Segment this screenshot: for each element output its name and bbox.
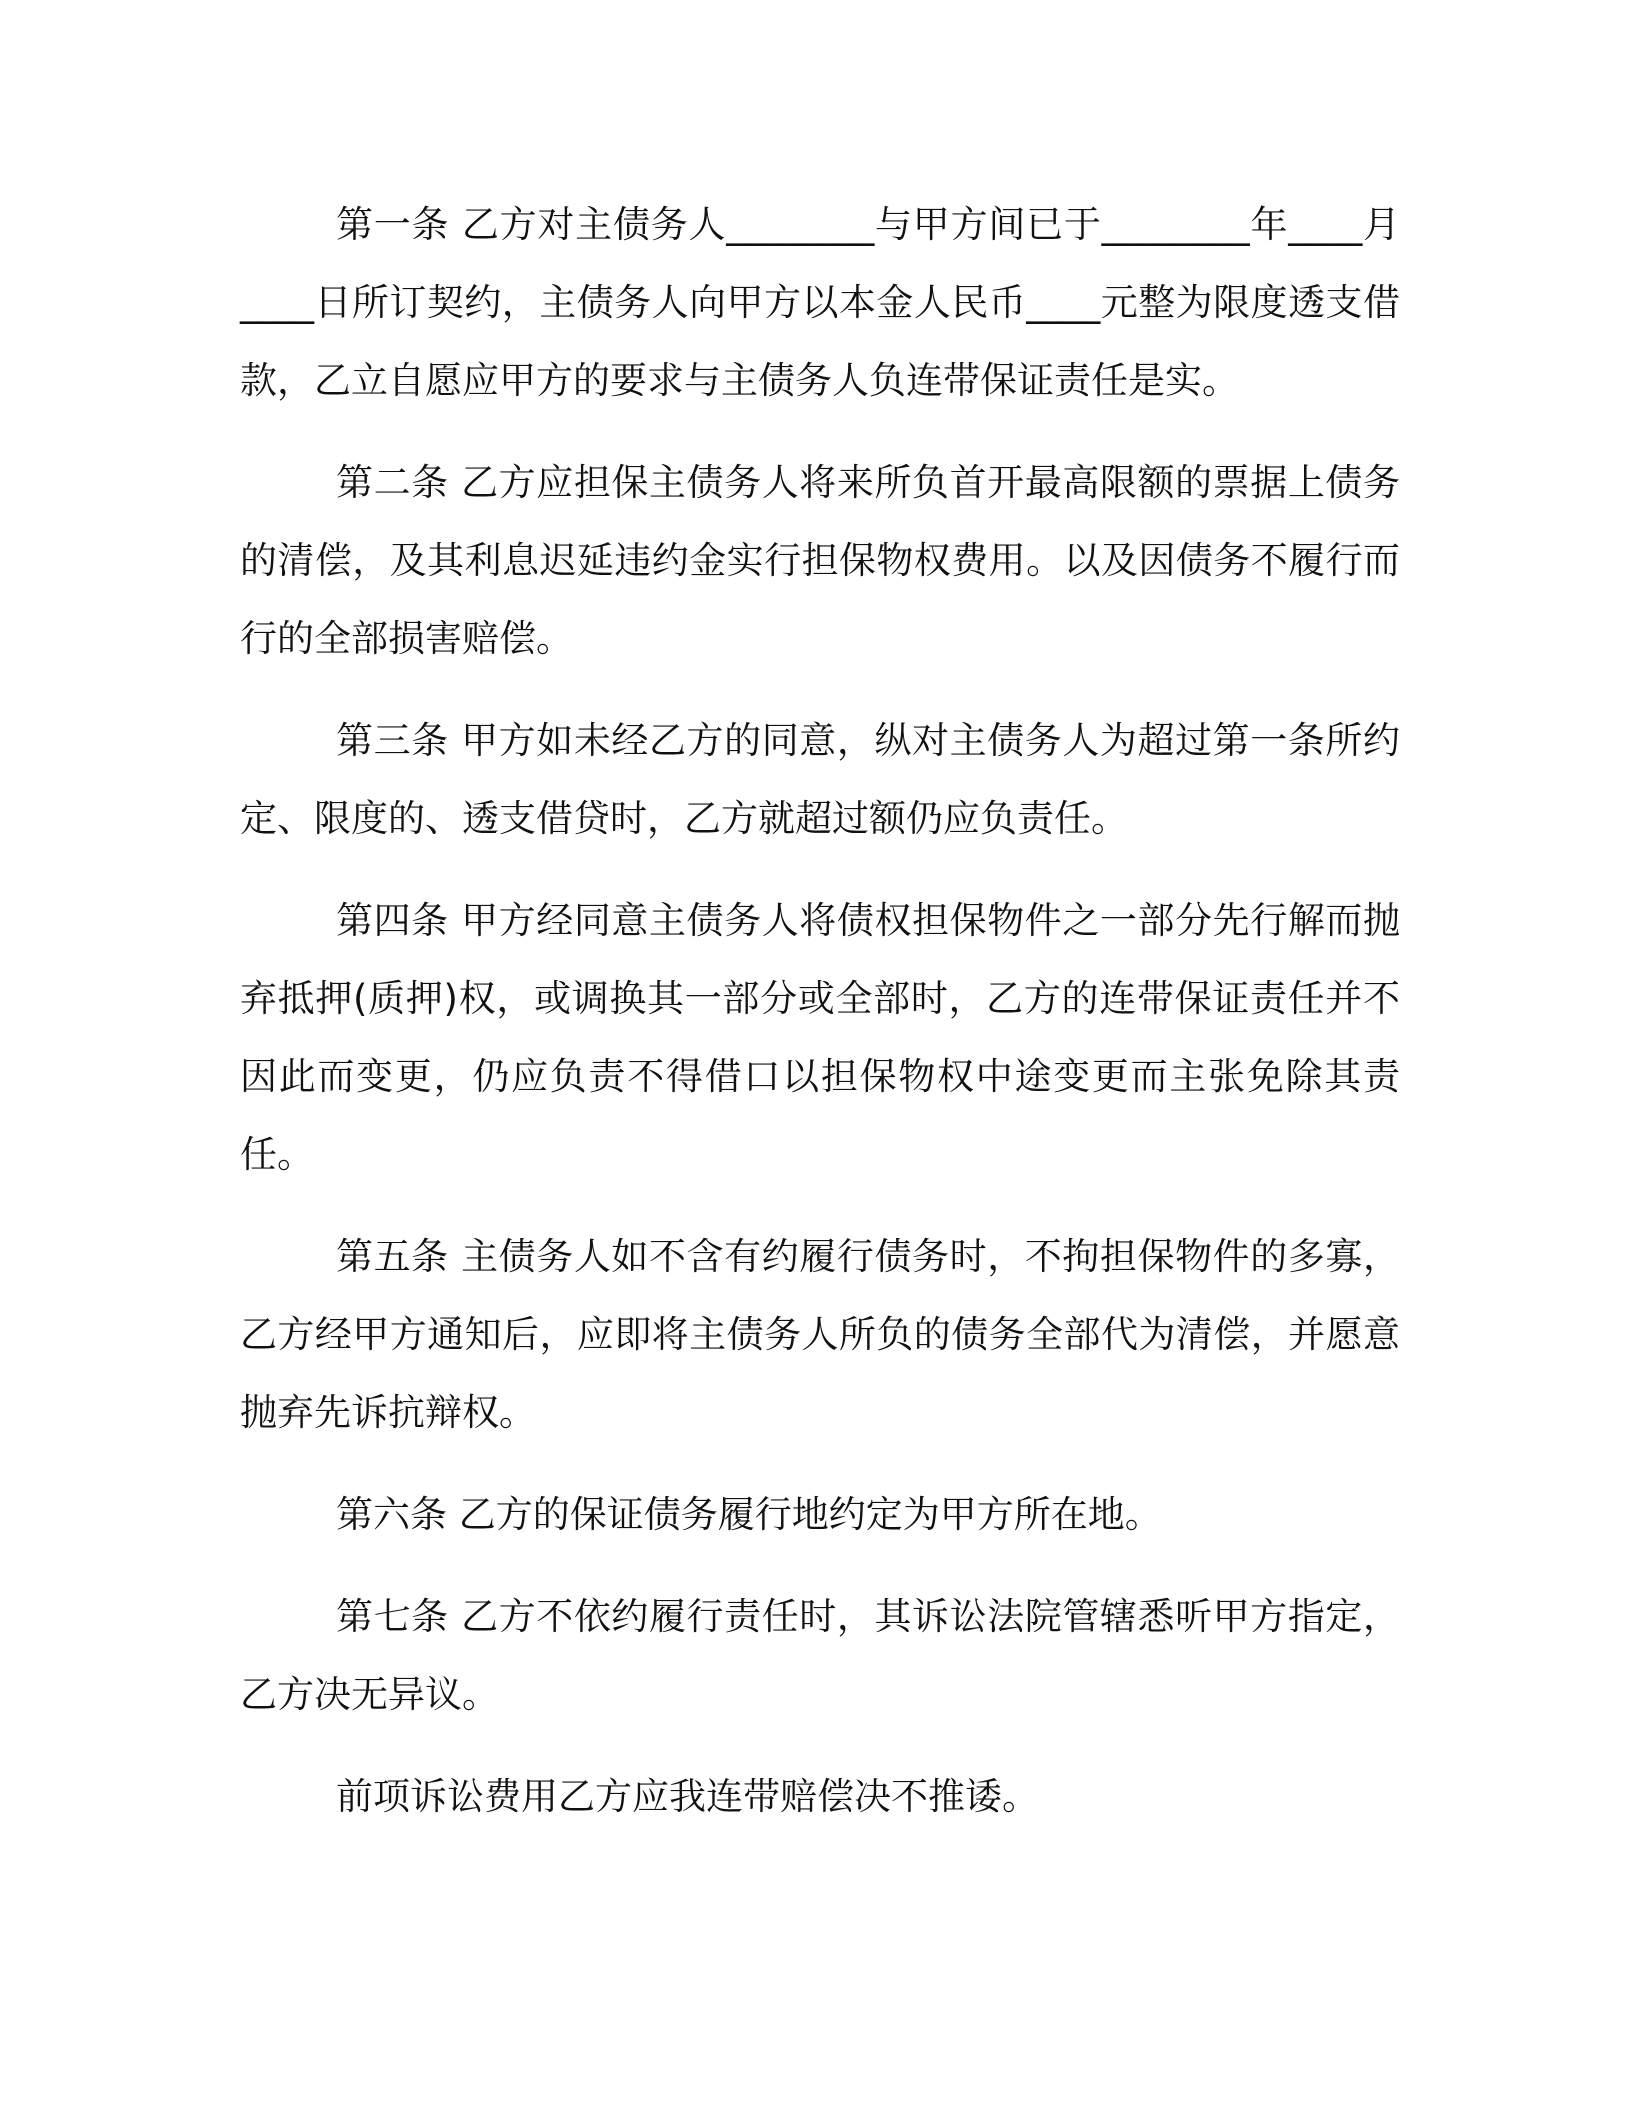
article-4: 第四条 甲方经同意主债务人将债权担保物件之一部分先行解而抛弃抵押(质押)权，或调换其一部分或全部时，乙方的连带保证责任并不因此而变更，仍应负责不得借口以担保物权中途变更而主张免除其责任。 [240, 899, 1400, 1176]
article-2: 第二条 乙方应担保主债务人将来所负首开最高限额的票据上债务的清偿，及其利息迟延违约金实行担保物权费用。以及因债务不履行而行的全部损害赔偿。 [240, 461, 1400, 660]
article-7: 第七条 乙方不依约履行责任时，其诉讼法院管辖悉听甲方指定，乙方决无异议。 [240, 1595, 1400, 1716]
article-3: 第三条 甲方如未经乙方的同意，纵对主债务人为超过第一条所约定、限度的、透支借贷时，乙方就超过额仍应负责任。 [240, 719, 1400, 840]
article-1: 第一条 乙方对主债务人________与甲方间已于________年____月____日所订契约，主债务人向甲方以本金人民币____元整为限度透支借款，乙立自愿应甲方的要求与主债务人负连带保证责任是实。 [240, 203, 1400, 402]
litigation-cost-clause: 前项诉讼费用乙方应我连带赔偿决不推诿。 [336, 1775, 1039, 1818]
article-5: 第五条 主债务人如不含有约履行债务时，不拘担保物件的多寡，乙方经甲方通知后，应即将主债务人所负的债务全部代为清偿，并愿意抛弃先诉抗辩权。 [240, 1235, 1400, 1434]
contract-body [240, 186, 1400, 1836]
article-6: 第六条 乙方的保证债务履行地约定为甲方所在地。 [336, 1493, 1162, 1536]
